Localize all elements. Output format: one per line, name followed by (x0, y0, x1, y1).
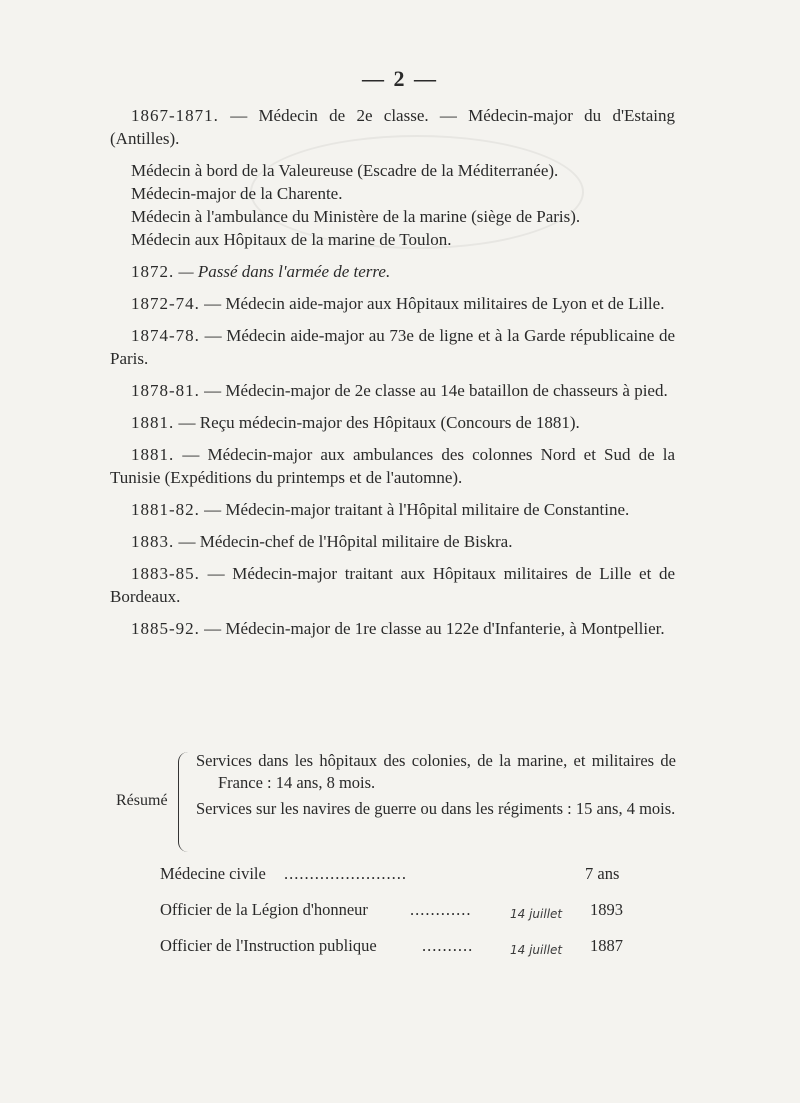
entry-year: 1881. (131, 413, 175, 432)
career-entry (110, 324, 675, 370)
stat-row (160, 898, 630, 934)
stat-row (160, 934, 630, 970)
entry-year: 1883. (131, 532, 175, 551)
entry-year: 1867-1871. (131, 106, 219, 125)
entry-sub-line: Médecin à bord de la Valeureuse (Escadre de la Méditerranée). (131, 161, 559, 180)
career-entry (110, 104, 675, 150)
entry-sub-line: Médecin aux Hôpitaux de la marine de Toulon. (131, 230, 452, 249)
stat-label: Officier de la Légion d'honneur (160, 900, 368, 919)
career-entry (110, 498, 675, 521)
career-entry (110, 260, 675, 283)
entry-text: — Médecin-major traitant à l'Hôpital militaire de Constantine. (204, 500, 630, 519)
entry-year: 1883-85. (131, 564, 200, 583)
entry-sub-line: Médecin à l'ambulance du Ministère de la marine (siège de Paris). (131, 207, 581, 226)
entry-text: — Médecin aide-major au 73e de ligne et à la Garde républicaine de Paris. (110, 326, 675, 368)
entry-text: — Médecin-chef de l'Hôpital militaire de Biskra. (178, 532, 513, 551)
entry-text: — Reçu médecin-major des Hôpitaux (Concours de 1881). (178, 413, 580, 432)
stats-list (160, 862, 630, 970)
entry-text: — Médecin-major de 1re classe au 122e d'Infanterie, à Montpellier. (204, 619, 665, 638)
entry-text: — Médecin-major aux ambulances des colonnes Nord et Sud de la Tunisie (Expéditions du printemps et de l'automne). (110, 445, 675, 487)
resume-block (110, 750, 675, 860)
entry-text: — Passé dans l'armée de terre. (178, 262, 391, 281)
entry-text: — Médecin-major de 2e classe au 14e bataillon de chasseurs à pied. (204, 381, 668, 400)
career-entry (110, 411, 675, 434)
stat-label: Officier de l'Instruction publique (160, 936, 377, 955)
career-entry (110, 530, 675, 553)
stat-label: Médecine civile (160, 864, 266, 883)
stat-value: 1887 (590, 936, 623, 955)
career-entry (110, 443, 675, 489)
stat-value: 1893 (590, 900, 623, 919)
resume-label: Résumé (116, 792, 168, 809)
entry-year: 1885-92. (131, 619, 200, 638)
entry-text: — Médecin de 2e classe. — Médecin-major du d'Estaing (Antilles). (110, 106, 675, 148)
career-entries (110, 104, 675, 649)
entry-sub-list (110, 159, 675, 251)
entry-text: — Médecin-major traitant aux Hôpitaux militaires de Lille et de Bordeaux. (110, 564, 675, 606)
stat-value: 7 ans (585, 864, 620, 883)
resume-item: Services sur les navires de guerre ou dans les régiments : 15 ans, 4 mois. (196, 799, 676, 818)
resume-item: Services dans les hôpitaux des colonies, de la marine, et militaires de France : 14 ans, 8 mois. (196, 751, 676, 792)
page-number: — 2 — (362, 66, 438, 91)
stat-annotation: 14 juillet (510, 943, 563, 957)
stat-row (160, 862, 630, 898)
entry-year: 1872. (131, 262, 175, 281)
career-entry (110, 562, 675, 608)
entry-year: 1878-81. (131, 381, 200, 400)
entry-text: — Médecin aide-major aux Hôpitaux militaires de Lyon et de Lille. (204, 294, 665, 313)
entry-sub-line: Médecin-major de la Charente. (131, 184, 343, 203)
entry-year: 1881-82. (131, 500, 200, 519)
resume-brace (178, 752, 189, 852)
stat-leader-dots: .......... (422, 936, 474, 955)
stat-leader-dots: ............ (410, 900, 472, 919)
entry-year: 1872-74. (131, 294, 200, 313)
career-entry (110, 292, 675, 315)
stat-annotation: 14 juillet (510, 907, 563, 921)
career-entry (110, 617, 675, 640)
resume-items (196, 750, 676, 824)
stat-leader-dots: ........................ (284, 864, 407, 883)
entry-year: 1874-78. (131, 326, 200, 345)
entry-year: 1881. (131, 445, 175, 464)
career-entry (110, 379, 675, 402)
